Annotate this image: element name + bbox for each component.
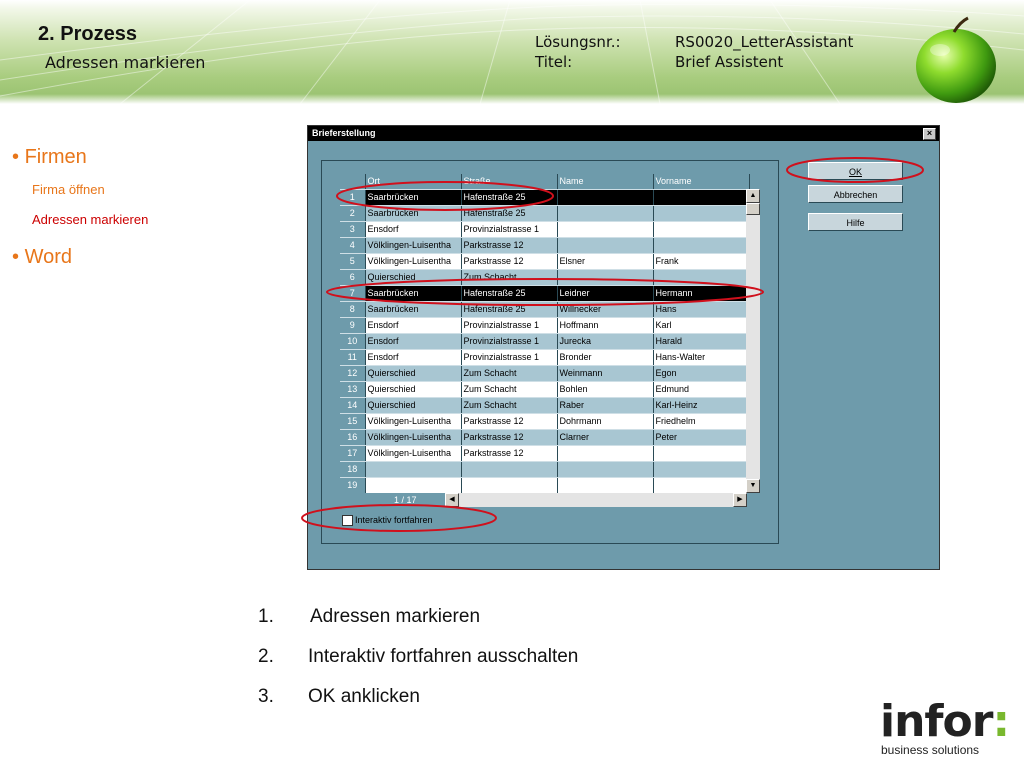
cell-ort[interactable]: Völklingen-Luisentha bbox=[365, 237, 461, 253]
cell-name[interactable]: Bronder bbox=[557, 349, 653, 365]
cell-strasse[interactable]: Parkstrasse 12 bbox=[461, 253, 557, 269]
scroll-up-icon[interactable]: ▲ bbox=[746, 189, 760, 203]
scroll-left-icon[interactable]: ◀ bbox=[445, 493, 459, 507]
row-number[interactable]: 14 bbox=[340, 397, 365, 413]
row-number[interactable]: 4 bbox=[340, 237, 365, 253]
table-row[interactable] bbox=[340, 269, 749, 285]
title-value: Brief Assistent bbox=[675, 53, 784, 71]
cell-name[interactable]: Bohlen bbox=[557, 381, 653, 397]
grid-corner bbox=[340, 174, 365, 189]
row-number[interactable]: 12 bbox=[340, 365, 365, 381]
address-grid bbox=[340, 174, 750, 494]
slide-subtitle: Adressen markieren bbox=[45, 53, 206, 72]
row-number[interactable]: 6 bbox=[340, 269, 365, 285]
cell-name[interactable]: Clarner bbox=[557, 429, 653, 445]
cell-ort[interactable]: Ensdorf bbox=[365, 221, 461, 237]
cell-ort[interactable]: Ensdorf bbox=[365, 317, 461, 333]
cell-ort[interactable] bbox=[365, 477, 461, 493]
header-grid-decoration bbox=[0, 0, 1024, 104]
cell-ort[interactable]: Völklingen-Luisentha bbox=[365, 253, 461, 269]
cell-vorname[interactable] bbox=[653, 461, 749, 477]
cell-ort[interactable] bbox=[365, 461, 461, 477]
vertical-scrollbar[interactable] bbox=[746, 189, 760, 493]
cell-vorname[interactable] bbox=[653, 445, 749, 461]
row-number[interactable]: 7 bbox=[340, 285, 365, 301]
cell-ort[interactable]: Völklingen-Luisentha bbox=[365, 429, 461, 445]
cell-vorname[interactable]: Hermann bbox=[653, 285, 749, 301]
cell-name[interactable] bbox=[557, 205, 653, 221]
table-row[interactable] bbox=[340, 301, 749, 317]
cell-strasse[interactable]: Provinzialstrasse 1 bbox=[461, 221, 557, 237]
cell-vorname[interactable] bbox=[653, 237, 749, 253]
cell-vorname[interactable]: Edmund bbox=[653, 381, 749, 397]
grid-header-row bbox=[340, 174, 749, 189]
bullet-firma-oeffnen: Firma öffnen bbox=[32, 182, 105, 197]
step-1-number: 1. bbox=[258, 606, 274, 627]
infor-logo bbox=[880, 696, 1010, 747]
bullet-word: • Word bbox=[12, 246, 72, 268]
table-row[interactable] bbox=[340, 365, 749, 381]
table-row[interactable] bbox=[340, 461, 749, 477]
cell-strasse[interactable]: Zum Schacht bbox=[461, 381, 557, 397]
cell-ort[interactable]: Völklingen-Luisentha bbox=[365, 413, 461, 429]
cell-name[interactable] bbox=[557, 269, 653, 285]
interaktiv-checkbox-label[interactable]: Interaktiv fortfahren bbox=[355, 515, 433, 525]
logo-colon: : bbox=[992, 696, 1010, 747]
cell-vorname[interactable]: Frank bbox=[653, 253, 749, 269]
apple-logo bbox=[910, 14, 1002, 106]
row-number[interactable]: 18 bbox=[340, 461, 365, 477]
table-row[interactable] bbox=[340, 205, 749, 221]
cell-strasse[interactable]: Zum Schacht bbox=[461, 269, 557, 285]
cell-ort[interactable]: Ensdorf bbox=[365, 333, 461, 349]
table-row[interactable] bbox=[340, 349, 749, 365]
cell-vorname[interactable]: Hans bbox=[653, 301, 749, 317]
close-icon[interactable]: × bbox=[923, 128, 936, 140]
cell-name[interactable] bbox=[557, 237, 653, 253]
cell-name[interactable] bbox=[557, 221, 653, 237]
ok-button-label: OK bbox=[848, 167, 862, 177]
scroll-down-icon[interactable]: ▼ bbox=[746, 479, 760, 493]
table-row[interactable] bbox=[340, 429, 749, 445]
dialog-titlebar bbox=[308, 126, 939, 141]
cell-name[interactable] bbox=[557, 477, 653, 493]
title-label: Titel: bbox=[535, 53, 573, 71]
table-row[interactable] bbox=[340, 381, 749, 397]
step-1-text: Adressen markieren bbox=[310, 606, 481, 627]
row-number[interactable]: 8 bbox=[340, 301, 365, 317]
cell-ort[interactable]: Saarbrücken bbox=[365, 301, 461, 317]
row-number[interactable]: 1 bbox=[340, 189, 365, 205]
step-2-number: 2. bbox=[258, 646, 274, 667]
row-number[interactable]: 16 bbox=[340, 429, 365, 445]
bullet-firmen: • Firmen bbox=[12, 146, 87, 168]
cell-name[interactable]: Weinmann bbox=[557, 365, 653, 381]
cell-vorname[interactable]: Peter bbox=[653, 429, 749, 445]
table-row[interactable] bbox=[340, 317, 749, 333]
cell-vorname[interactable] bbox=[653, 221, 749, 237]
cell-strasse[interactable]: Parkstrasse 12 bbox=[461, 445, 557, 461]
cell-name[interactable]: Jurecka bbox=[557, 333, 653, 349]
cell-name[interactable]: Raber bbox=[557, 397, 653, 413]
cell-vorname[interactable]: Karl bbox=[653, 317, 749, 333]
table-row[interactable] bbox=[340, 333, 749, 349]
row-number[interactable]: 9 bbox=[340, 317, 365, 333]
row-number[interactable]: 19 bbox=[340, 477, 365, 493]
cell-vorname[interactable] bbox=[653, 477, 749, 493]
cell-vorname[interactable]: Harald bbox=[653, 333, 749, 349]
cell-name[interactable] bbox=[557, 189, 653, 205]
table-row[interactable] bbox=[340, 221, 749, 237]
cell-ort[interactable]: Völklingen-Luisentha bbox=[365, 445, 461, 461]
cell-strasse[interactable]: Hafenstraße 25 bbox=[461, 301, 557, 317]
cell-name[interactable] bbox=[557, 461, 653, 477]
cell-strasse[interactable] bbox=[461, 461, 557, 477]
solution-label: Lösungsnr.: bbox=[535, 33, 621, 51]
cell-strasse[interactable]: Parkstrasse 12 bbox=[461, 237, 557, 253]
column-header-strasse[interactable]: Straße bbox=[461, 174, 557, 189]
cell-strasse[interactable]: Zum Schacht bbox=[461, 397, 557, 413]
bullet-firmen-label: Firmen bbox=[24, 146, 87, 168]
cell-ort[interactable]: Quierschied bbox=[365, 365, 461, 381]
row-number[interactable]: 17 bbox=[340, 445, 365, 461]
row-number[interactable]: 15 bbox=[340, 413, 365, 429]
cell-strasse[interactable]: Provinzialstrasse 1 bbox=[461, 317, 557, 333]
cell-vorname[interactable]: Egon bbox=[653, 365, 749, 381]
slide-header bbox=[0, 0, 1024, 104]
logo-tagline: business solutions bbox=[881, 743, 980, 757]
row-number[interactable]: 3 bbox=[340, 221, 365, 237]
cell-name[interactable] bbox=[557, 445, 653, 461]
cell-strasse[interactable]: Hafenstraße 25 bbox=[461, 189, 557, 205]
cell-vorname[interactable] bbox=[653, 205, 749, 221]
cell-strasse[interactable]: Parkstrasse 12 bbox=[461, 429, 557, 445]
cell-name[interactable]: Willnecker bbox=[557, 301, 653, 317]
cell-strasse[interactable]: Parkstrasse 12 bbox=[461, 413, 557, 429]
cell-ort[interactable]: Quierschied bbox=[365, 381, 461, 397]
scroll-right-icon[interactable]: ▶ bbox=[733, 493, 747, 507]
cell-ort[interactable]: Quierschied bbox=[365, 269, 461, 285]
cell-strasse[interactable]: Hafenstraße 25 bbox=[461, 285, 557, 301]
step-3-number: 3. bbox=[258, 686, 274, 707]
table-row[interactable] bbox=[340, 477, 749, 493]
column-header-vorname[interactable]: Vorname bbox=[653, 174, 749, 189]
cell-strasse[interactable]: Provinzialstrasse 1 bbox=[461, 333, 557, 349]
table-row[interactable] bbox=[340, 413, 749, 429]
column-header-ort[interactable]: Ort bbox=[365, 174, 461, 189]
table-row[interactable] bbox=[340, 189, 749, 205]
grid-body bbox=[340, 189, 749, 493]
table-row[interactable] bbox=[340, 445, 749, 461]
step-2-text: Interaktiv fortfahren ausschalten bbox=[308, 646, 579, 667]
cell-ort[interactable]: Saarbrücken bbox=[365, 205, 461, 221]
cell-name[interactable]: Hoffmann bbox=[557, 317, 653, 333]
cancel-button[interactable]: Abbrechen bbox=[808, 185, 903, 203]
solution-value: RS0020_LetterAssistant bbox=[675, 33, 854, 51]
row-number[interactable]: 11 bbox=[340, 349, 365, 365]
bullet-word-label: Word bbox=[24, 246, 72, 268]
cell-strasse[interactable]: Hafenstraße 25 bbox=[461, 205, 557, 221]
cell-vorname[interactable]: Friedhelm bbox=[653, 413, 749, 429]
row-number[interactable]: 13 bbox=[340, 381, 365, 397]
cell-strasse[interactable]: Provinzialstrasse 1 bbox=[461, 349, 557, 365]
cell-vorname[interactable]: Hans-Walter bbox=[653, 349, 749, 365]
row-number[interactable]: 5 bbox=[340, 253, 365, 269]
horizontal-scrollbar[interactable] bbox=[445, 493, 747, 507]
cell-ort[interactable]: Saarbrücken bbox=[365, 285, 461, 301]
dialog-title: Brieferstellung bbox=[312, 128, 376, 138]
cell-ort[interactable]: Ensdorf bbox=[365, 349, 461, 365]
table-row[interactable] bbox=[340, 397, 749, 413]
cell-ort[interactable]: Saarbrücken bbox=[365, 189, 461, 205]
cell-vorname[interactable]: Karl-Heinz bbox=[653, 397, 749, 413]
interaktiv-checkbox[interactable] bbox=[342, 515, 353, 526]
step-3-text: OK anklicken bbox=[308, 686, 420, 707]
cell-strasse[interactable] bbox=[461, 477, 557, 493]
cell-strasse[interactable]: Zum Schacht bbox=[461, 365, 557, 381]
bullet-adressen-markieren: Adressen markieren bbox=[32, 212, 149, 227]
slide-title: 2. Prozess bbox=[38, 23, 137, 45]
cell-vorname[interactable] bbox=[653, 189, 749, 205]
cell-vorname[interactable] bbox=[653, 269, 749, 285]
table-row[interactable] bbox=[340, 237, 749, 253]
cell-ort[interactable]: Quierschied bbox=[365, 397, 461, 413]
ok-button[interactable] bbox=[808, 162, 903, 180]
row-number[interactable]: 10 bbox=[340, 333, 365, 349]
table-row[interactable] bbox=[340, 285, 749, 301]
logo-word: infor bbox=[880, 696, 993, 747]
column-header-name[interactable]: Name bbox=[557, 174, 653, 189]
cell-name[interactable]: Leidner bbox=[557, 285, 653, 301]
cell-name[interactable]: Dohrmann bbox=[557, 413, 653, 429]
record-pager: 1 / 17 bbox=[394, 495, 417, 505]
cell-name[interactable]: Elsner bbox=[557, 253, 653, 269]
scroll-thumb[interactable] bbox=[746, 203, 760, 215]
help-button[interactable]: Hilfe bbox=[808, 213, 903, 231]
row-number[interactable]: 2 bbox=[340, 205, 365, 221]
table-row[interactable] bbox=[340, 253, 749, 269]
